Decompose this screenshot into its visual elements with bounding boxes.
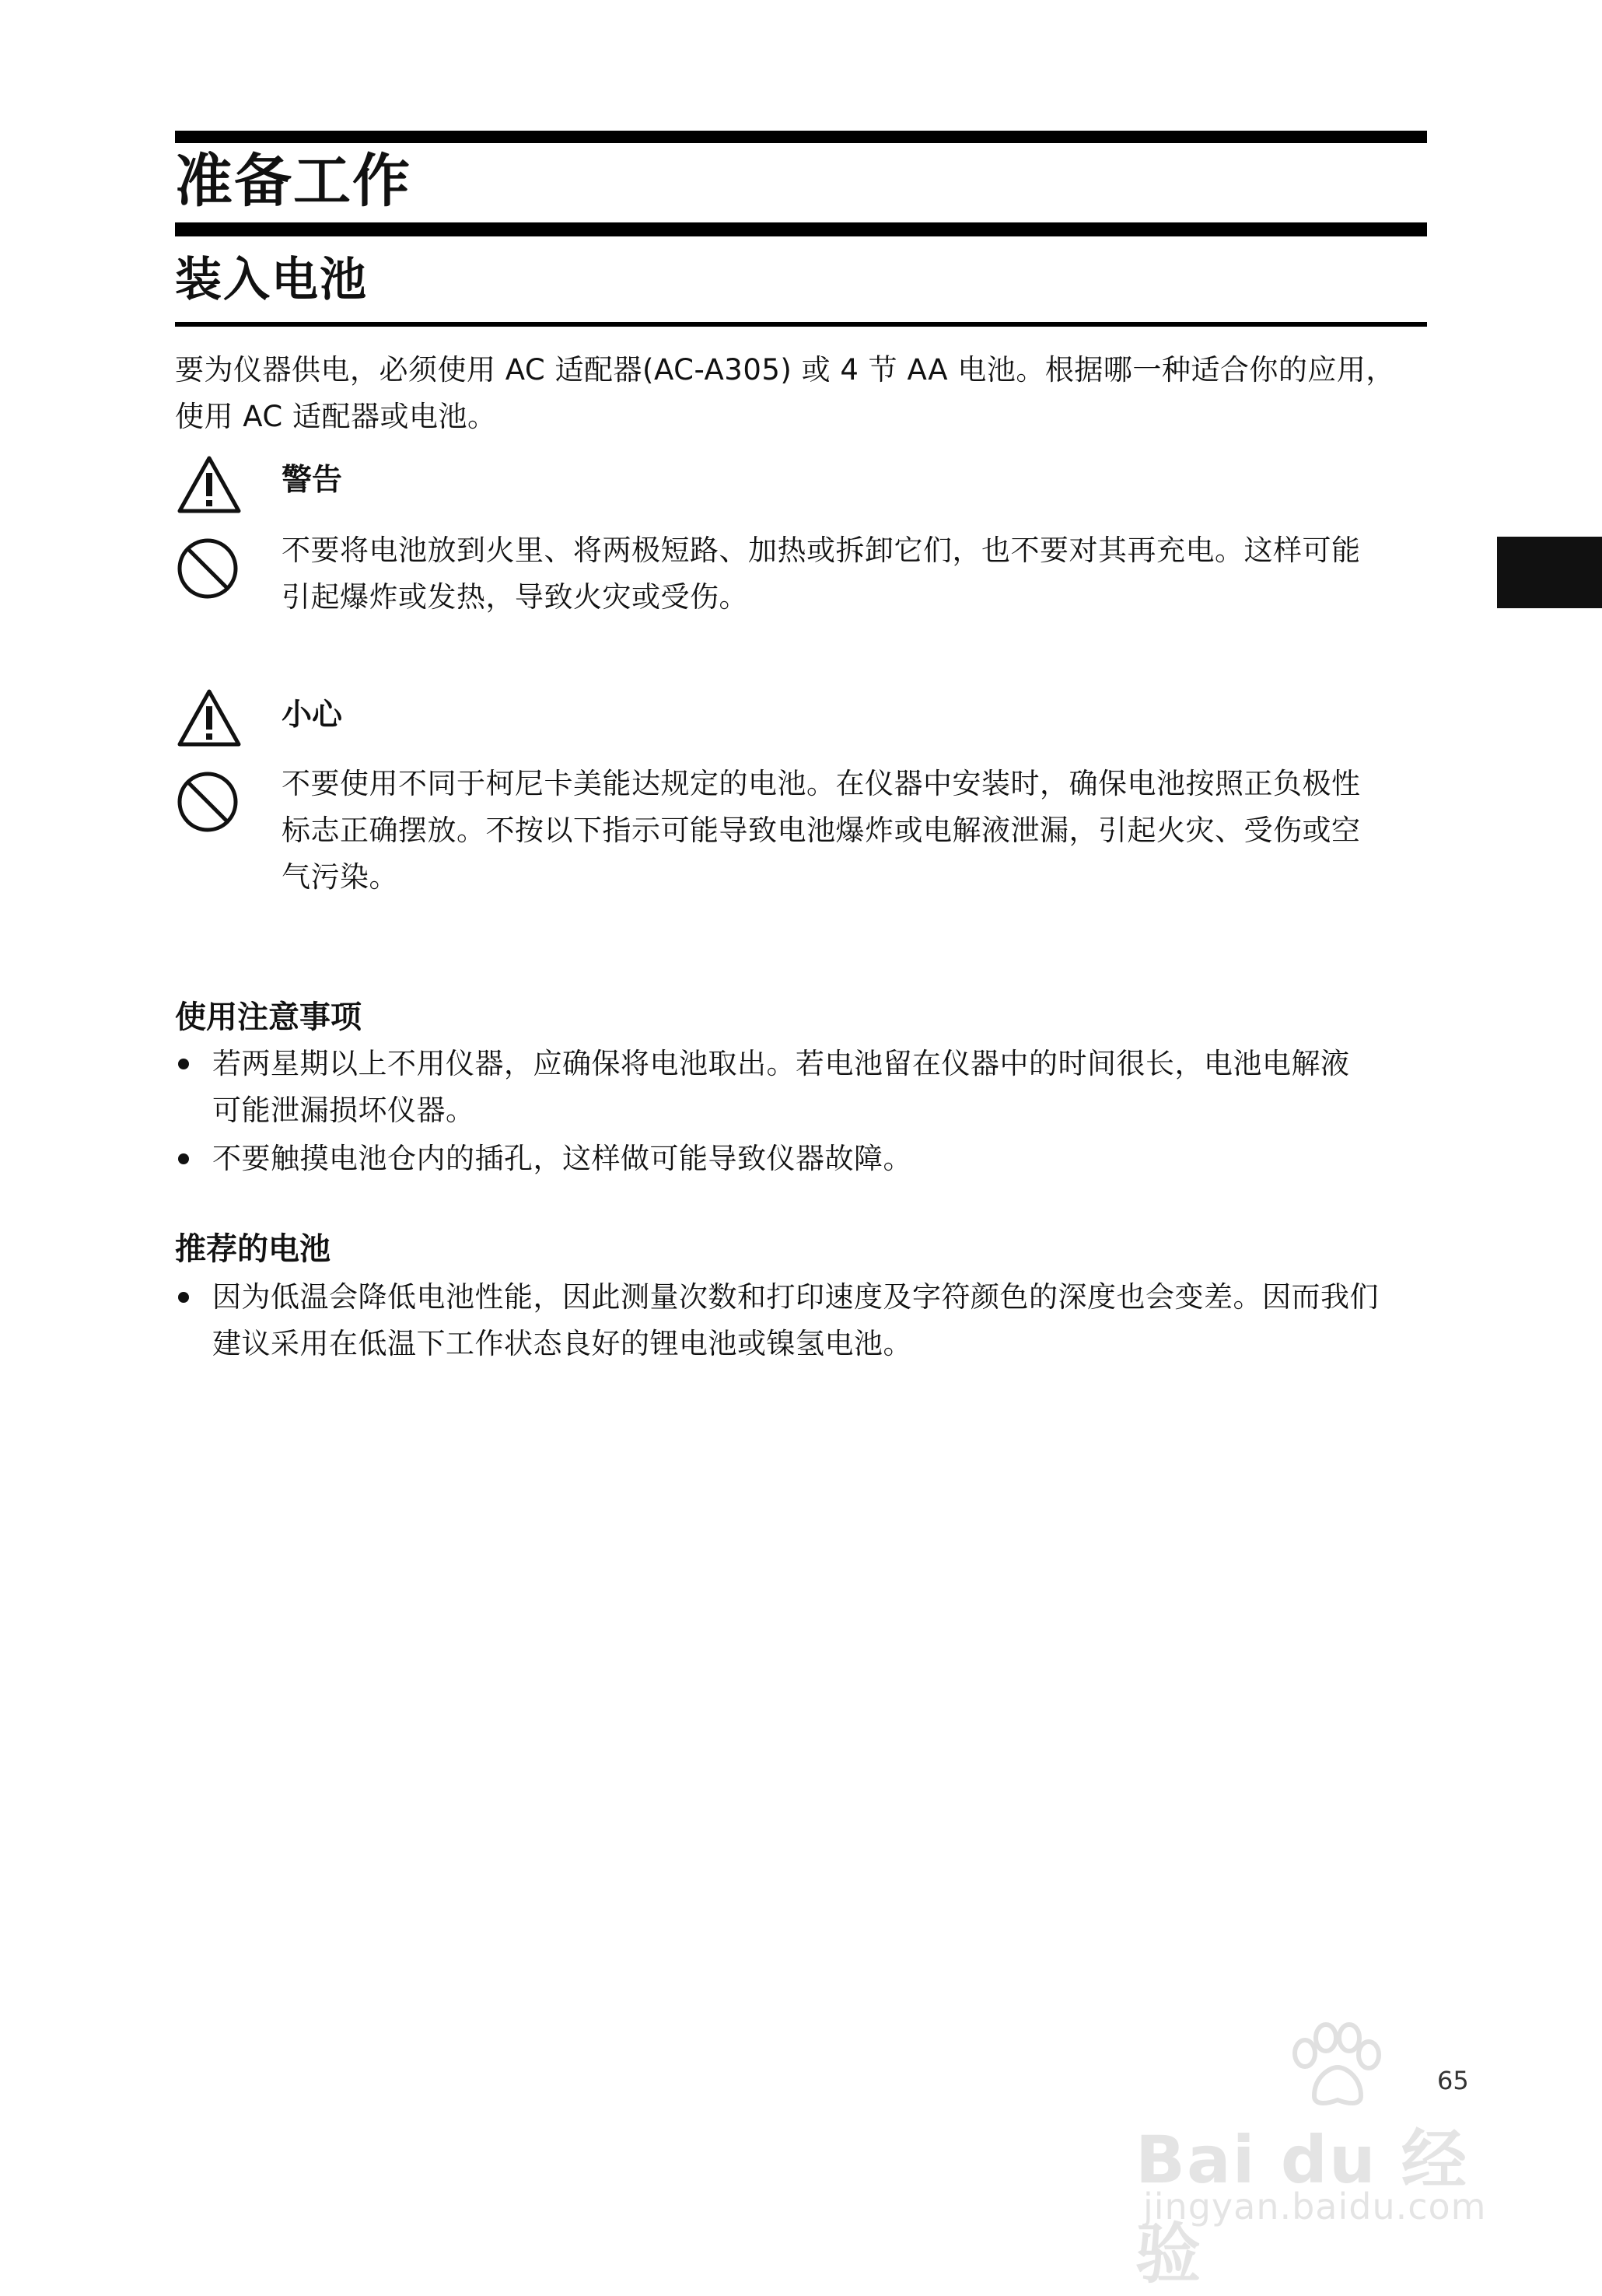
chapter-rule-bottom xyxy=(175,222,1427,236)
intro-line-1: 要为仪器供电，必须使用 AC 适配器(AC-A305) 或 4 节 AA 电池。根据哪一种适合你的应用， xyxy=(175,353,1395,387)
caution-label: 小心 xyxy=(282,698,343,733)
bullet-icon xyxy=(178,1153,189,1164)
list-item xyxy=(175,1041,1427,1134)
bullet-icon xyxy=(178,1292,189,1303)
chapter-side-tab xyxy=(1497,537,1602,608)
recommended-heading: 推荐的电池 xyxy=(175,1231,331,1267)
section-title: 装入电池 xyxy=(175,253,368,307)
caution-prohibition-icon xyxy=(176,770,240,834)
recommended-list xyxy=(175,1274,1427,1369)
intro-line-2: 使用 AC 适配器或电池。 xyxy=(175,400,497,433)
paw-logo-icon xyxy=(1283,2022,1384,2108)
usage-note-1-line-2: 可能泄漏损坏仪器。 xyxy=(212,1094,475,1127)
caution-line-1: 不要使用不同于柯尼卡美能达规定的电池。在仪器中安装时，确保电池按照正负极性 xyxy=(282,767,1361,800)
intro-paragraph xyxy=(175,347,1435,440)
caution-line-3: 气污染。 xyxy=(282,860,398,894)
prohibition-icon xyxy=(176,537,240,600)
caution-triangle-icon xyxy=(176,688,243,748)
recommended-1-line-1: 因为低温会降低电池性能，因此测量次数和打印速度及字符颜色的深度也会变差。因而我们 xyxy=(212,1280,1379,1314)
caution-text xyxy=(282,761,1432,901)
warning-triangle-icon xyxy=(176,454,243,515)
watermark-url: jingyan.baidu.com xyxy=(1143,2186,1487,2228)
chapter-title: 准备工作 xyxy=(175,148,411,215)
bullet-icon xyxy=(178,1059,189,1069)
caution-line-2: 标志正确摆放。不按以下指示可能导致电池爆炸或电解液泄漏，引起火灾、受伤或空 xyxy=(282,814,1361,847)
usage-note-2-line-1: 不要触摸电池仓内的插孔，这样做可能导致仪器故障。 xyxy=(212,1142,912,1175)
watermark-brand: Bai du 经验 xyxy=(1135,2122,1468,2292)
recommended-1-line-2: 建议采用在低温下工作状态良好的锂电池或镍氢电池。 xyxy=(212,1327,912,1360)
warning-text xyxy=(282,527,1432,621)
chapter-rule-top xyxy=(175,131,1427,143)
usage-notes-heading: 使用注意事项 xyxy=(175,999,362,1035)
list-item xyxy=(175,1274,1427,1367)
warning-label: 警告 xyxy=(282,463,343,498)
list-item xyxy=(175,1136,1427,1182)
warning-line-2: 引起爆炸或发热，导致火灾或受伤。 xyxy=(282,580,748,614)
usage-notes-list xyxy=(175,1041,1427,1184)
page-number: 65 xyxy=(1437,2066,1469,2095)
usage-note-1-line-1: 若两星期以上不用仪器，应确保将电池取出。若电池留在仪器中的时间很长，电池电解液 xyxy=(212,1047,1350,1080)
warning-line-1: 不要将电池放到火里、将两极短路、加热或拆卸它们，也不要对其再充电。这样可能 xyxy=(282,534,1361,567)
baidu-watermark xyxy=(1135,2022,1509,2292)
section-rule xyxy=(175,322,1427,327)
